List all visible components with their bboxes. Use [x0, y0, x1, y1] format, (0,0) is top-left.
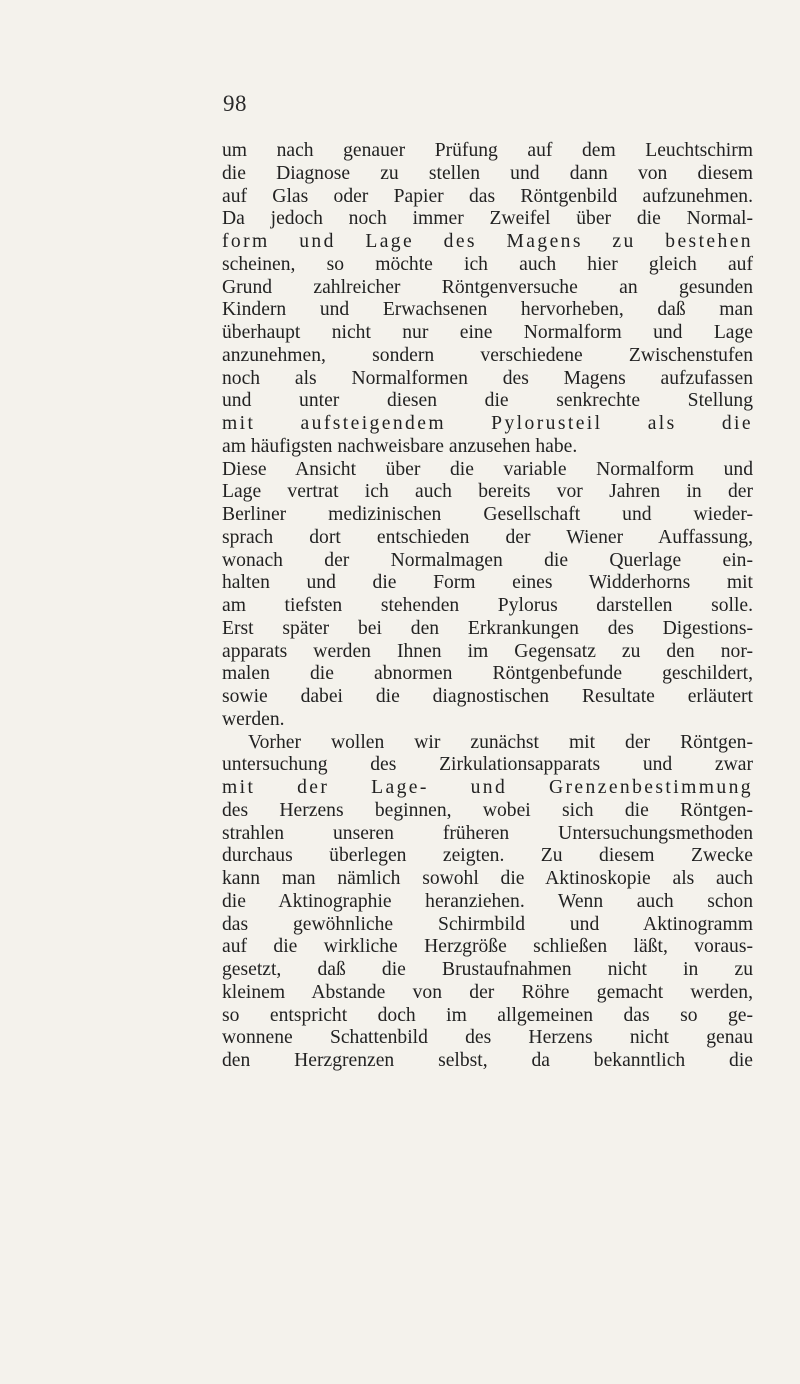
text-line: und unter diesen die senkrechte Stellung — [222, 390, 753, 412]
text-line: kann man nämlich sowohl die Aktinoskopie als auch — [222, 868, 753, 889]
text-line: sprach dort entschieden der Wiener Auffassung, — [222, 526, 753, 548]
text-line: mit der Lage- und Grenzenbestimmung — [222, 777, 753, 798]
text-line: am häufigsten nachweisbare anzusehen habe. — [222, 435, 578, 457]
text-line: gesetzt, daß die Brustaufnahmen nicht in zu — [222, 959, 753, 980]
text-line: so entspricht doch im allgemeinen das so ge- — [222, 1004, 753, 1026]
text-line: halten und die Form eines Widderhorns mit — [222, 572, 753, 594]
text-line: Berliner medizinischen Gesellschaft und wieder- — [222, 504, 753, 525]
text-line: werden. — [222, 708, 285, 730]
text-line: wonnene Schattenbild des Herzens nicht genau — [222, 1027, 753, 1049]
text-line: die Diagnose zu stellen und dann von diesem — [222, 162, 753, 184]
text-line: untersuchung des Zirkulationsapparats und zwar — [222, 754, 753, 776]
text-line: um nach genauer Prüfung auf dem Leuchtschirm — [222, 140, 753, 161]
text-line: das gewöhnliche Schirmbild und Aktinogramm — [222, 913, 753, 935]
text-line: durchaus überlegen zeigten. Zu diesem Zwecke — [222, 845, 753, 867]
text-line: die Aktinographie heranziehen. Wenn auch schon — [222, 890, 753, 912]
text-line: anzunehmen, sondern verschiedene Zwischenstufen — [222, 344, 753, 366]
text-line: auf die wirkliche Herzgröße schließen läßt, voraus- — [222, 936, 753, 958]
text-line: den Herzgrenzen selbst, da bekanntlich die — [222, 1050, 753, 1071]
text-line: auf Glas oder Papier das Röntgenbild aufzunehmen. — [222, 185, 753, 207]
text-line: am tiefsten stehenden Pylorus darstellen solle. — [222, 595, 753, 616]
text-line: überhaupt nicht nur eine Normalform und Lage — [222, 322, 753, 343]
body-text — [222, 140, 753, 1073]
text-line: strahlen unseren früheren Untersuchungsmethoden — [222, 822, 753, 844]
text-line: Da jedoch noch immer Zweifel über die Normal- — [222, 208, 753, 230]
text-line: Diese Ansicht über die variable Normalform und — [222, 458, 753, 480]
text-line: kleinem Abstande von der Röhre gemacht werden, — [222, 981, 753, 1003]
text-line: mit aufsteigendem Pylorusteil als die — [222, 413, 753, 434]
text-line: form und Lage des Magens zu bestehen — [222, 231, 753, 252]
text-line: Kindern und Erwachsenen hervorheben, daß man — [222, 299, 753, 321]
text-line: noch als Normalformen des Magens aufzufassen — [222, 367, 753, 389]
text-line: scheinen, so möchte ich auch hier gleich auf — [222, 253, 753, 275]
text-line: wonach der Normalmagen die Querlage ein- — [222, 549, 753, 571]
text-line: sowie dabei die diagnostischen Resultate erläutert — [222, 686, 753, 707]
page-number: 98 — [223, 91, 247, 116]
text-line: Lage vertrat ich auch bereits vor Jahren in der — [222, 481, 753, 503]
text-line: des Herzens beginnen, wobei sich die Röntgen- — [222, 799, 753, 821]
text-line: malen die abnormen Röntgenbefunde geschildert, — [222, 663, 753, 685]
text-line: apparats werden Ihnen im Gegensatz zu den nor- — [222, 640, 753, 662]
text-line: Erst später bei den Erkrankungen des Digestions- — [222, 617, 753, 639]
text-line: Vorher wollen wir zunächst mit der Röntgen- — [248, 731, 753, 753]
text-line: Grund zahlreicher Röntgenversuche an gesunden — [222, 276, 753, 298]
